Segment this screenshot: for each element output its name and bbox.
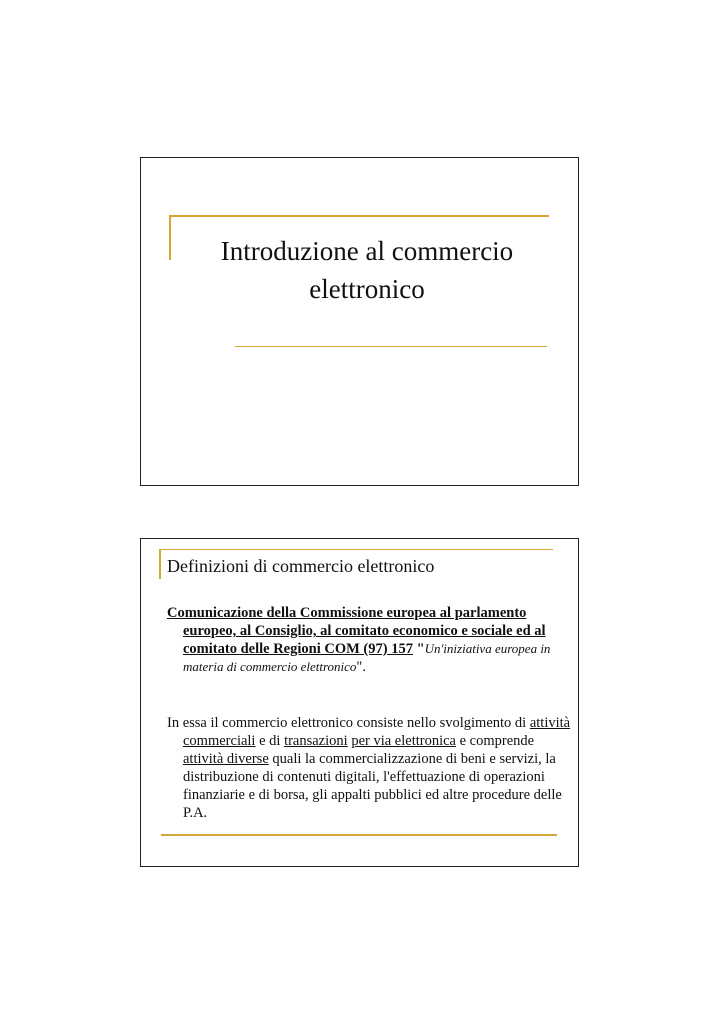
slide-2-title: Definizioni di commercio elettronico — [167, 556, 435, 576]
underlined-term: attività diverse — [183, 751, 269, 767]
quote-close: ". — [356, 659, 366, 675]
gold-rule-top — [159, 549, 553, 550]
title-line-2: elettronico — [309, 274, 425, 304]
underlined-term: attività commerciali — [183, 715, 571, 749]
slide-1-title — [181, 232, 553, 308]
gold-rule-top — [169, 215, 549, 217]
italic-title: Un'iniziativa europea in materia di commercio elettronico — [183, 641, 551, 674]
underlined-term: transazioni — [284, 733, 348, 749]
gold-rule-left — [169, 215, 171, 260]
quote-open: " — [412, 641, 425, 657]
slide-2 — [140, 538, 579, 867]
text-segment: e di — [255, 733, 285, 749]
gold-rule-bottom — [235, 346, 547, 347]
text-segment: quali la commercializzazione di beni e servizi, la distribuzione di contenuti digitali, l'effettuazione di operazioni finanziarie e di borsa, gli appalti pubblici ed altre procedure delle P.A. — [183, 751, 562, 821]
gold-rule-left — [159, 549, 161, 579]
definition-paragraph — [167, 604, 575, 676]
commission-communication-link[interactable]: Comunicazione della Commissione europea al parlamento europeo, al Consiglio, al comitato economico e sociale ed al comitato delle Regioni COM (97) 157 — [167, 605, 546, 657]
gold-rule-bottom — [161, 834, 557, 836]
slide-1 — [140, 157, 579, 486]
description-paragraph — [167, 714, 575, 822]
title-line-1: Introduzione al commercio — [220, 236, 514, 266]
underlined-term: per via elettronica — [351, 733, 456, 749]
text-segment: In essa il commercio elettronico consiste nello svolgimento di — [167, 715, 530, 731]
text-segment: e comprende — [455, 733, 535, 749]
